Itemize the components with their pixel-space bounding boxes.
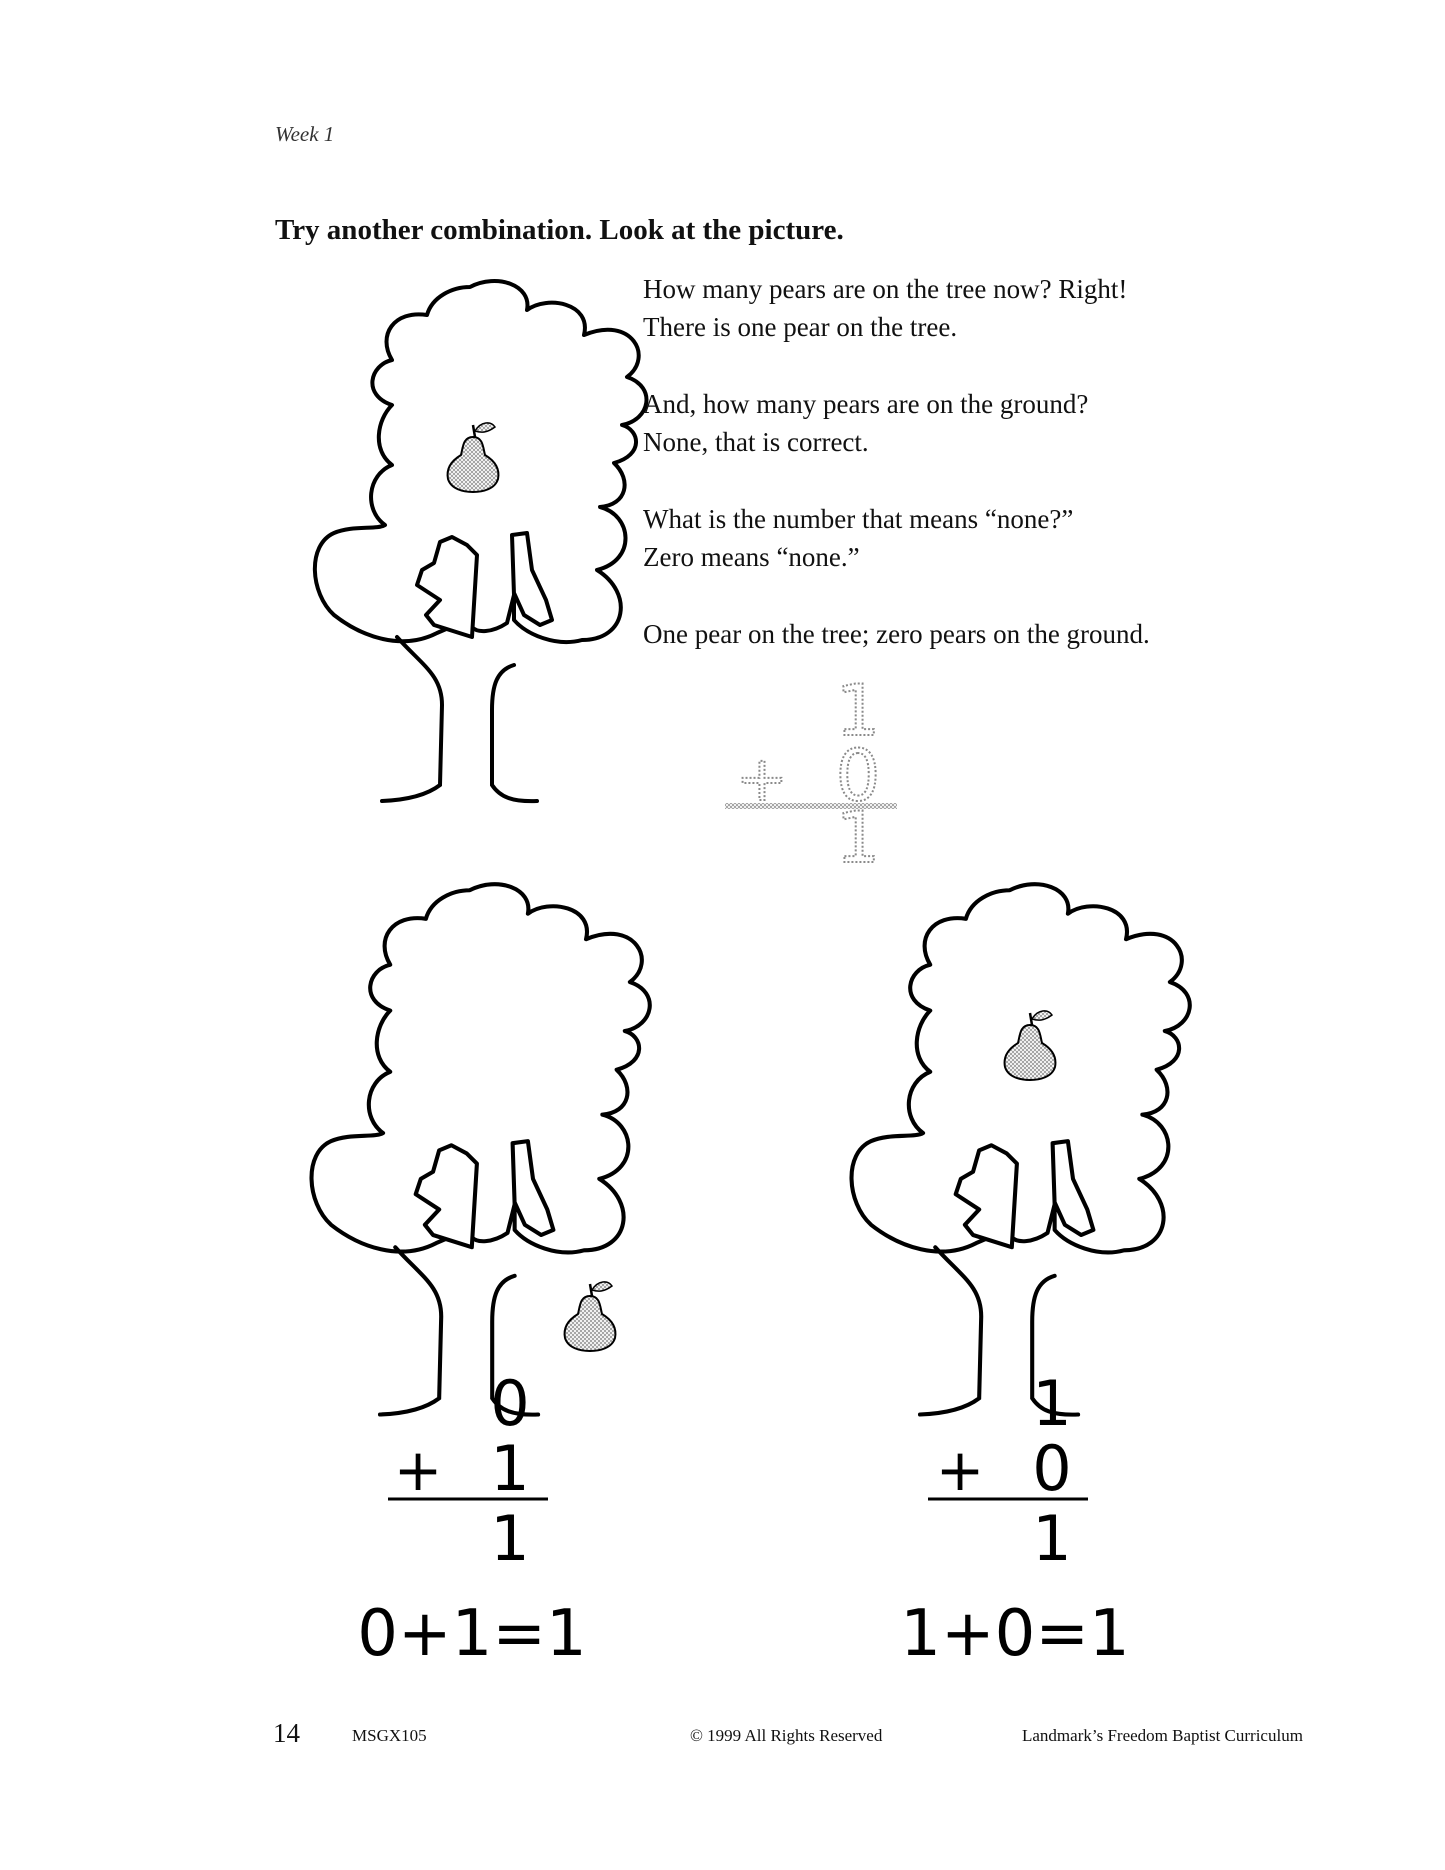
example-top-digit: 1 [835, 670, 881, 752]
pear-on-ground-left [565, 1282, 616, 1351]
paragraph-line: Zero means “none.” [643, 542, 860, 572]
copyright-notice: © 1999 All Rights Reserved [690, 1726, 883, 1745]
problem-right-addend-digit: 0 [1032, 1432, 1072, 1505]
paragraph-line: One pear on the tree; zero pears on the ground. [643, 619, 1150, 649]
page-heading: Try another combination. Look at the picture. [275, 214, 844, 246]
paragraph-pears-on-tree [643, 270, 1127, 346]
problem-left-addend-digit: 1 [490, 1432, 530, 1505]
paragraph-line: And, how many pears are on the ground? [643, 389, 1089, 419]
paragraph-line: How many pears are on the tree now? Right! [643, 274, 1128, 304]
pear-on-tree-top [448, 423, 499, 492]
week-label: Week 1 [275, 122, 335, 146]
tree-illustration-right [852, 884, 1190, 1414]
problem-right-sum-digit: 1 [1032, 1502, 1072, 1575]
problem-right-top-digit: 1 [1032, 1367, 1072, 1440]
paragraph-summary [643, 615, 1150, 653]
problem-right-equation: 1+0=1 [900, 1597, 1130, 1671]
problem-right-operator: + [935, 1436, 985, 1504]
paragraph-line: What is the number that means “none?” [643, 504, 1074, 534]
course-code: MSGX105 [352, 1726, 427, 1745]
pear-on-tree-right [1005, 1011, 1056, 1080]
page-number: 14 [273, 1718, 300, 1748]
paragraph-line: There is one pear on the tree. [643, 312, 958, 342]
example-operator: + [736, 742, 788, 815]
example-sum-digit: 1 [835, 797, 881, 879]
paragraph-line: None, that is correct. [643, 427, 869, 457]
publisher-name: Landmark’s Freedom Baptist Curriculum [1022, 1726, 1303, 1745]
paragraph-zero-meaning [643, 500, 1073, 576]
example-addend-digit: 0 [835, 735, 881, 817]
problem-left-operator: + [393, 1436, 443, 1504]
paragraph-pears-on-ground [643, 385, 1088, 461]
problem-left-sum-digit: 1 [490, 1502, 530, 1575]
tree-illustration-top [315, 281, 647, 801]
problem-left-top-digit: 0 [490, 1367, 530, 1440]
problem-left-equation: 0+1=1 [357, 1597, 587, 1671]
